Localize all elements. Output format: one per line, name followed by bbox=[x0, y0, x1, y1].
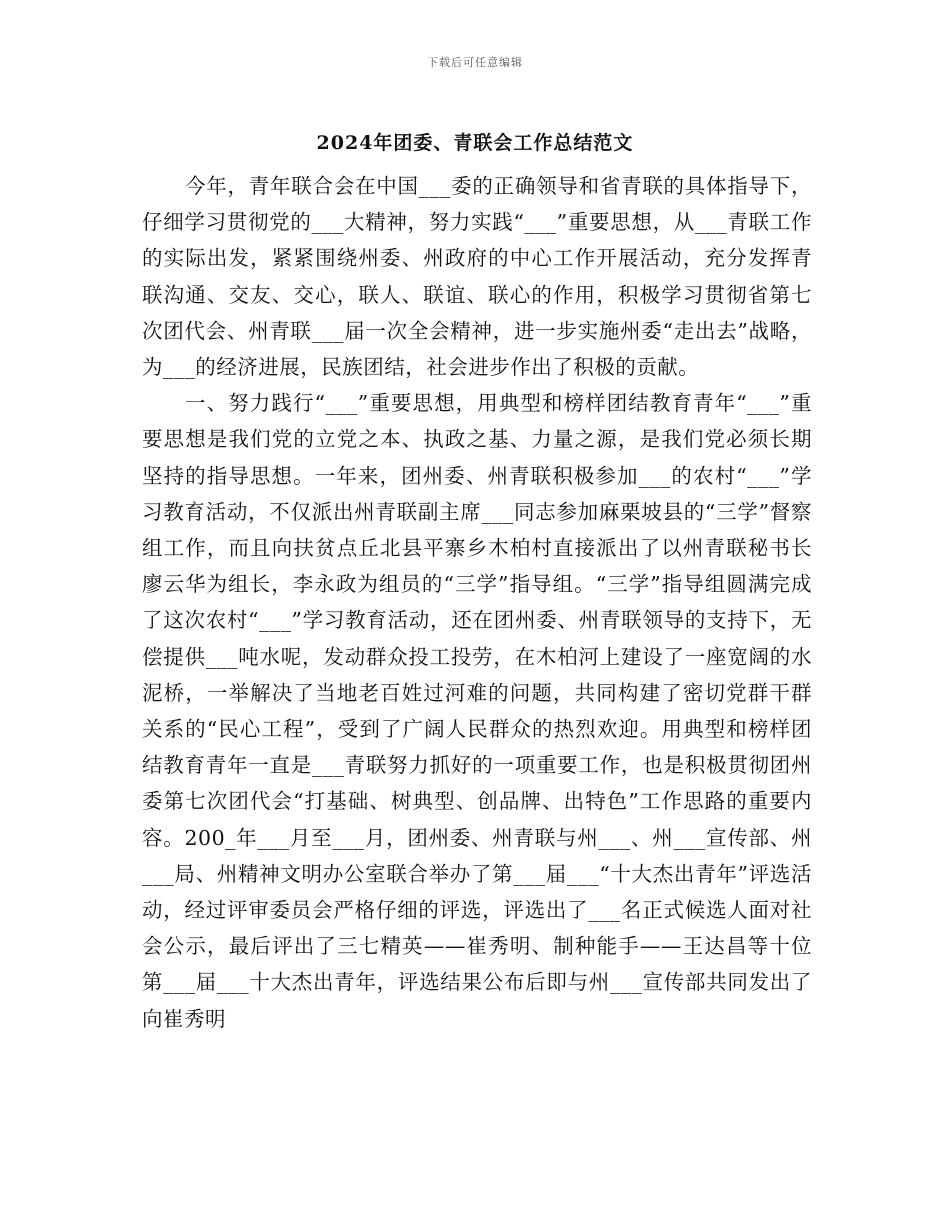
document-body bbox=[142, 168, 812, 1037]
paragraph-section-one: 一、努力践行“___”重要思想，用典型和榜样团结教育青年“___”重要思想是我们党的立党之本、执政之基、力量之源，是我们党必须长期坚持的指导思想。一年来，团州委、州青联积极参加___的农村“___”学习教育活动，不仅派出州青联副主席___同志参加麻栗坡县的“三学”督察组工作，而且向扶贫点丘北县平寨乡木柏村直接派出了以州青联秘书长廖云华为组长，李永政为组员的“三学”指导组。“三学”指导组圆满完成了这次农村“___”学习教育活动，还在团州委、州青联领导的支持下，无偿提供___吨水呢，发动群众投工投劳，在木柏河上建设了一座宽阔的水泥桥，一举解决了当地老百姓过河难的问题，共同构建了密切党群干群关系的“民心工程”，受到了广阔人民群众的热烈欢迎。用典型和榜样团结教育青年一直是___青联努力抓好的一项重要工作，也是积极贯彻团州委第七次团代会“打基础、树典型、创品牌、出特色”工作思路的重要内容。200_年___月至___月，团州委、州青联与州___、州___宣传部、州___局、州精神文明办公室联合举办了第___届___“十大杰出青年”评选活动，经过评审委员会严格仔细的评选，评选出了___名正式候选人面对社会公示，最后评出了三七精英——崔秀明、制种能手——王达昌等十位第___届___十大杰出青年，评选结果公布后即与州___宣传部共同发出了向崔秀明 bbox=[142, 391, 812, 1031]
header-note: 下载后可任意编辑 bbox=[427, 56, 523, 69]
document-title: 2024年团委、青联会工作总结范文 bbox=[316, 132, 634, 154]
paragraph-intro: 今年，青年联合会在中国___委的正确领导和省青联的具体指导下，仔细学习贯彻党的___大精神，努力实践“___”重要思想，从___青联工作的实际出发，紧紧围绕州委、州政府的中心工作开展活动，充分发挥青联沟通、交友、交心，联人、联谊、联心的作用，积极学习贯彻省第七次团代会、州青联___届一次全会精神，进一步实施州委“走出去”战略，为___的经济进展，民族团结，社会进步作出了积极的贡献。 bbox=[142, 174, 812, 380]
